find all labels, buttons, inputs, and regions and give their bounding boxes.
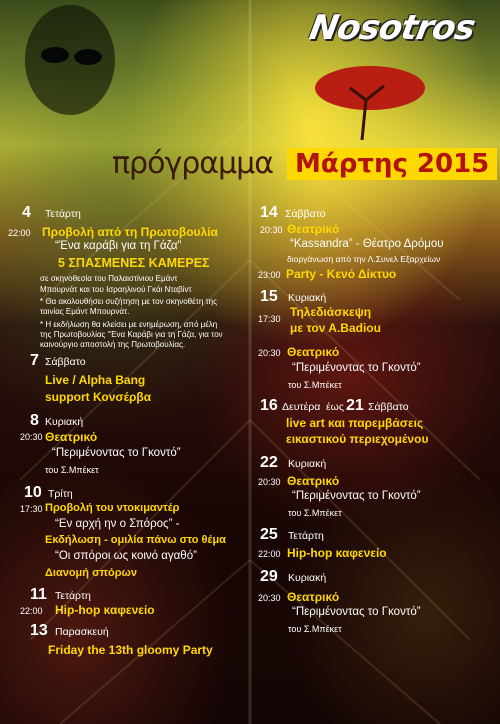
event-title: Προβολή του ντοκιμαντέρ: [45, 502, 180, 514]
event-weekday: Παρασκευή: [55, 626, 109, 638]
event-category: Θεατρικό: [287, 590, 340, 604]
event-category: Θεατρικό: [287, 474, 340, 488]
event-author: του Σ.Μπέκετ: [288, 624, 342, 634]
event-day: 29: [260, 568, 278, 585]
event-desc: της Πρωτοβουλίας “Ένα Καράβι για τη Γάζα, για τον: [40, 330, 223, 339]
event-day: 14: [260, 204, 278, 221]
event-subtitle: “Εν αρχή ην ο Σπόρος” -: [55, 518, 180, 530]
event-weekday: Κυριακή: [45, 416, 84, 428]
event-weekday: Τρίτη: [48, 488, 73, 500]
event-title: Τηλεδιάσκεψη: [290, 305, 372, 319]
event-author: του Σ.Μπέκετ: [288, 380, 342, 390]
event-support: support Κονσέρβα: [45, 390, 152, 404]
event-title: live art και παρεμβάσεις: [286, 416, 424, 430]
event-desc: Μπουρνάτ και του Ισραηλινού Γκάι Νταβίντ: [40, 285, 192, 294]
event-weekday-end: Σάββατο: [368, 401, 409, 413]
event-weekday: Σάββατο: [45, 356, 86, 368]
event-time: 22:00: [20, 606, 43, 616]
event-desc: καινούργιο αποστολή της Πρωτοβουλίας.: [40, 340, 186, 349]
event-play: “Περιμένοντας το Γκοντό”: [292, 362, 421, 374]
event-title: “Περιμένοντας το Γκοντό”: [292, 606, 421, 618]
event-party: Party - Κενό Δίκτυο: [286, 267, 397, 281]
event-weekday: Τετάρτη: [288, 530, 324, 542]
event-title: “Kassandra” - Θέατρο Δρόμου: [290, 238, 444, 250]
event-weekday: Τετάρτη: [55, 590, 91, 602]
program-title: πρόγραμμα: [112, 146, 273, 181]
event-day: 7: [30, 352, 39, 369]
event-weekday: Κυριακή: [288, 292, 327, 304]
event-desc: * Θα ακολουθήσει συζήτηση με τον σκηνοθέτη της: [40, 297, 217, 306]
event-time: 17:30: [258, 314, 281, 324]
event-time: 22:00: [8, 228, 31, 238]
event-day: 25: [260, 526, 278, 543]
event-title: “Περιμένοντας το Γκοντό”: [52, 447, 181, 459]
month-title: Μάρτης 2015: [287, 148, 497, 180]
event-title: Hip-hop καφενείο: [55, 603, 155, 617]
event-category: Θεατρικό: [45, 430, 98, 444]
event-title: “Περιμένοντας το Γκοντό”: [292, 490, 421, 502]
event-author: του Σ.Μπέκετ: [45, 465, 99, 475]
event-time: 23:00: [258, 270, 281, 280]
event-time: 20:30: [258, 348, 281, 358]
event-day: 8: [30, 412, 39, 429]
event-time: 20:30: [258, 477, 281, 487]
event-title: Hip-hop καφενείο: [287, 546, 387, 560]
event-topic: “Οι σπόροι ως κοινό αγαθό”: [55, 550, 197, 562]
event-day: 16: [260, 397, 278, 414]
event-title: Προβολή από τη Πρωτοβουλία: [42, 225, 218, 239]
event-day: 4: [22, 204, 31, 221]
event-desc: ταινίας Εμάντ Μπουρνάτ.: [40, 307, 130, 316]
event-desc: * Η εκδήλωση θα κλείσει με ενημέρωση, από μέλη: [40, 320, 218, 329]
event-day-end: 21: [346, 397, 364, 414]
event-weekday: Δευτέρα: [282, 401, 321, 413]
event-author: του Σ.Μπέκετ: [288, 508, 342, 518]
event-day: 22: [260, 454, 278, 471]
event-subtitle: με τον Α.Badiou: [290, 321, 381, 335]
event-weekday: Κυριακή: [288, 572, 327, 584]
tree-icon: [300, 60, 430, 140]
event-weekday: Σάββατο: [285, 208, 326, 220]
nosotros-logo: Nosotros: [306, 8, 478, 48]
event-subtitle: “Ένα καράβι για τη Γάζα”: [55, 240, 182, 252]
event-until: έως: [326, 401, 344, 413]
event-title: Friday the 13th gloomy Party: [48, 643, 213, 657]
event-weekday: Τετάρτη: [45, 208, 81, 220]
event-film: 5 ΣΠΑΣΜΕΝΕΣ ΚΑΜΕΡΕΣ: [58, 256, 210, 270]
event-organizer: διοργάνωση από την Λ.Συνελ Εξαρχείων: [287, 254, 441, 264]
event-time: 20:30: [260, 225, 283, 235]
event-day: 13: [30, 622, 48, 639]
event-time: 20:30: [20, 432, 43, 442]
event-title: Live / Alpha Bang: [45, 373, 146, 387]
event-subtitle: εικαστικού περιεχομένου: [286, 432, 429, 446]
event-desc: σε σκηνοθεσία του Παλαιστίνιου Εμάντ: [40, 274, 178, 283]
event-talk: Εκδήλωση - ομιλία πάνω στο θέμα: [45, 534, 226, 546]
event-day: 11: [30, 586, 47, 603]
event-category: Θεατρικό: [287, 345, 340, 359]
event-weekday: Κυριακή: [288, 458, 327, 470]
event-time: 22:00: [258, 549, 281, 559]
event-day: 10: [24, 484, 42, 501]
event-extra: Διανομή σπόρων: [45, 567, 137, 579]
event-time: 17:30: [20, 504, 43, 514]
event-category: Θεατρικό: [287, 222, 340, 236]
event-time: 20:30: [258, 593, 281, 603]
event-day: 15: [260, 288, 278, 305]
